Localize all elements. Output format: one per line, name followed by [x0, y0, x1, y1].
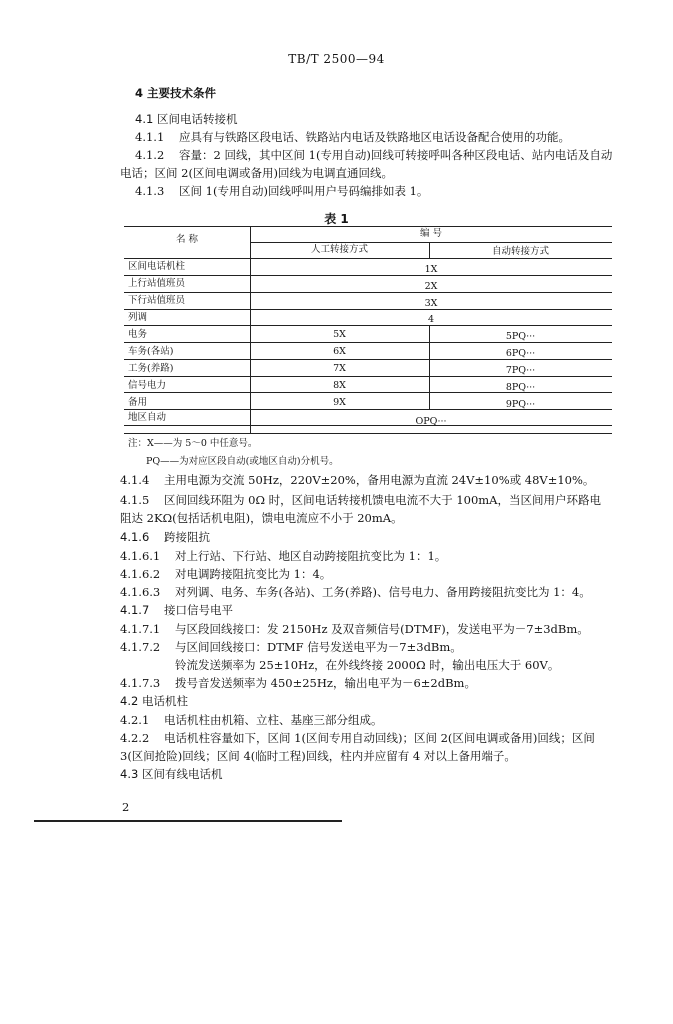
clause-number: 4.1.4	[120, 473, 150, 487]
clause-text: 对上行站、下行站、地区自动跨接阻抗变比为 1：1。	[175, 549, 447, 563]
clause-number: 4.2.2	[120, 731, 150, 745]
clause-number: 4.1.6.2	[120, 567, 161, 581]
row-name: 下行站值班员	[128, 295, 186, 306]
row-code: OPQ···	[415, 416, 447, 427]
clause-text: 区间 1(专用自动)回线呼叫用户号码编排如表 1。	[179, 184, 429, 198]
clause-number: 4.1.7.1	[120, 622, 161, 636]
row-name: 上行站值班员	[128, 278, 186, 289]
clause-text: 拨号音发送频率为 450±25Hz，输出电平为－6±2dBm。	[175, 676, 476, 690]
page-number: 2	[122, 800, 130, 814]
clause-number: 4.1.6.1	[120, 549, 161, 563]
clause-4-1-3	[135, 184, 428, 199]
clause-4-1-6-1	[120, 549, 446, 564]
row-manual-code: 6X	[333, 346, 346, 357]
clause-4-1-6-3	[120, 585, 591, 600]
clause-4-1-7-2	[120, 640, 462, 655]
clause-4-1-7-3	[120, 676, 476, 691]
clause-text: 与区间回线接口：DTMF 信号发送电平为－7±3dBm。	[175, 640, 462, 654]
row-name: 区间电话机柱	[128, 261, 186, 272]
row-code: 4	[427, 314, 435, 325]
clause-4-1-1	[135, 130, 570, 145]
clause-text: 跨接阻抗	[164, 530, 210, 544]
table-title: 表 1	[324, 212, 349, 226]
row-auto-code: 7PQ···	[505, 365, 536, 376]
clause-number: 4.1.7.2	[120, 640, 161, 654]
clause-text: 主用电源为交流 50Hz，220V±20%，备用电源为直流 24V±10%或 48V±10%。	[164, 473, 595, 487]
clause-number: 4.2.1	[120, 713, 150, 727]
clause-number: 4.1.6	[120, 530, 150, 544]
clause-4-2-1	[120, 713, 383, 728]
clause-4-1-6	[120, 530, 210, 545]
row-name: 列调	[128, 312, 148, 323]
clause-4-1-7	[120, 603, 233, 618]
row-name: 地区自动	[128, 412, 167, 423]
clause-4-1-2	[135, 148, 612, 163]
row-name: 工务(养路)	[128, 363, 174, 374]
clause-text: 区间回线环阻为 0Ω 时，区间电话转接机馈电电流不大于 100mA，当区间用户环路电	[164, 493, 601, 507]
clause-4-1-4	[120, 473, 594, 488]
row-code: 2X	[424, 281, 438, 292]
footer-rule	[34, 820, 342, 822]
clause-text: 电话机柱由机箱、立柱、基座三部分组成。	[164, 713, 383, 727]
header-auto: 自动转接方式	[491, 246, 549, 257]
row-manual-code: 9X	[333, 397, 346, 408]
row-auto-code: 5PQ···	[505, 331, 536, 342]
clause-text: 对电调跨接阻抗变比为 1：4。	[175, 567, 332, 581]
clause-number: 4.1.7	[120, 603, 150, 617]
row-auto-code: 6PQ···	[505, 348, 536, 359]
header-manual: 人工转接方式	[310, 244, 368, 255]
clause-number: 4.1.5	[120, 493, 150, 507]
clause-4-2-2-cont: 3(区间抢险)回线；区间 4(临时工程)回线，柱内并应留有 4 对以上备用端子。	[120, 749, 516, 763]
standard-code-header: TB/T 2500—94	[288, 52, 385, 66]
section-4-2-title: 4.2 电话机柱	[120, 694, 188, 708]
clause-text: 电话机柱容量如下，区间 1(区间专用自动回线)；区间 2(区间电调或备用)回线；区间	[164, 731, 595, 745]
clause-number: 4.1.1	[135, 130, 165, 144]
clause-number: 4.1.6.3	[120, 585, 161, 599]
clause-text: 对列调、电务、车务(各站)、工务(养路)、信号电力、备用跨接阻抗变比为 1：4。	[175, 585, 591, 599]
clause-4-1-5-cont: 阻达 2KΩ(包括话机电阻)，馈电电流应不小于 20mA。	[120, 511, 403, 525]
table-note-2: PQ——为对应区段自动(或地区自动)分机号。	[146, 456, 339, 467]
clause-text: 与区段回线接口：发 2150Hz 及双音频信号(DTMF)，发送电平为－7±3dBm。	[175, 622, 589, 636]
row-manual-code: 8X	[333, 380, 346, 391]
row-name: 信号电力	[128, 380, 167, 391]
row-auto-code: 8PQ···	[505, 382, 536, 393]
clause-4-1-6-2	[120, 567, 331, 582]
row-manual-code: 5X	[333, 329, 346, 340]
row-name: 备用	[128, 397, 148, 408]
row-auto-code: 9PQ···	[505, 399, 536, 410]
clause-number: 4.1.2	[135, 148, 165, 162]
clause-number: 4.1.3	[135, 184, 165, 198]
table-note-1: 注：X——为 5～0 中任意号。	[128, 438, 258, 449]
row-name: 电务	[128, 329, 148, 340]
section-4-title: 4 主要技术条件	[135, 86, 217, 100]
row-code: 3X	[424, 298, 438, 309]
clause-number: 4.1.7.3	[120, 676, 161, 690]
clause-text: 容量：2 回线，其中区间 1(专用自动)回线可转接呼叫各种区段电话、站内电话及自动	[179, 148, 613, 162]
clause-4-1-5	[120, 493, 601, 508]
code-table	[124, 226, 612, 434]
header-number: 编 号	[419, 228, 443, 239]
clause-4-1-7-2-ring: 铃流发送频率为 25±10Hz，在外线终接 2000Ω 时，输出电压大于 60V。	[175, 658, 560, 672]
row-manual-code: 7X	[333, 363, 346, 374]
clause-text: 应具有与铁路区段电话、铁路站内电话及铁路地区电话设备配合使用的功能。	[179, 130, 570, 144]
row-name: 车务(各站)	[128, 346, 174, 357]
clause-4-2-2	[120, 731, 595, 746]
section-4-3-title: 4.3 区间有线电话机	[120, 767, 223, 781]
clause-text: 接口信号电平	[164, 603, 233, 617]
clause-4-1-7-1	[120, 622, 589, 637]
section-4-1-title: 4.1 区间电话转接机	[135, 112, 238, 126]
header-name: 名 称	[175, 234, 199, 245]
row-code: 1X	[424, 264, 438, 275]
clause-4-1-2-cont: 电话；区间 2(区间电调或备用)回线为电调直通回线。	[120, 166, 393, 180]
